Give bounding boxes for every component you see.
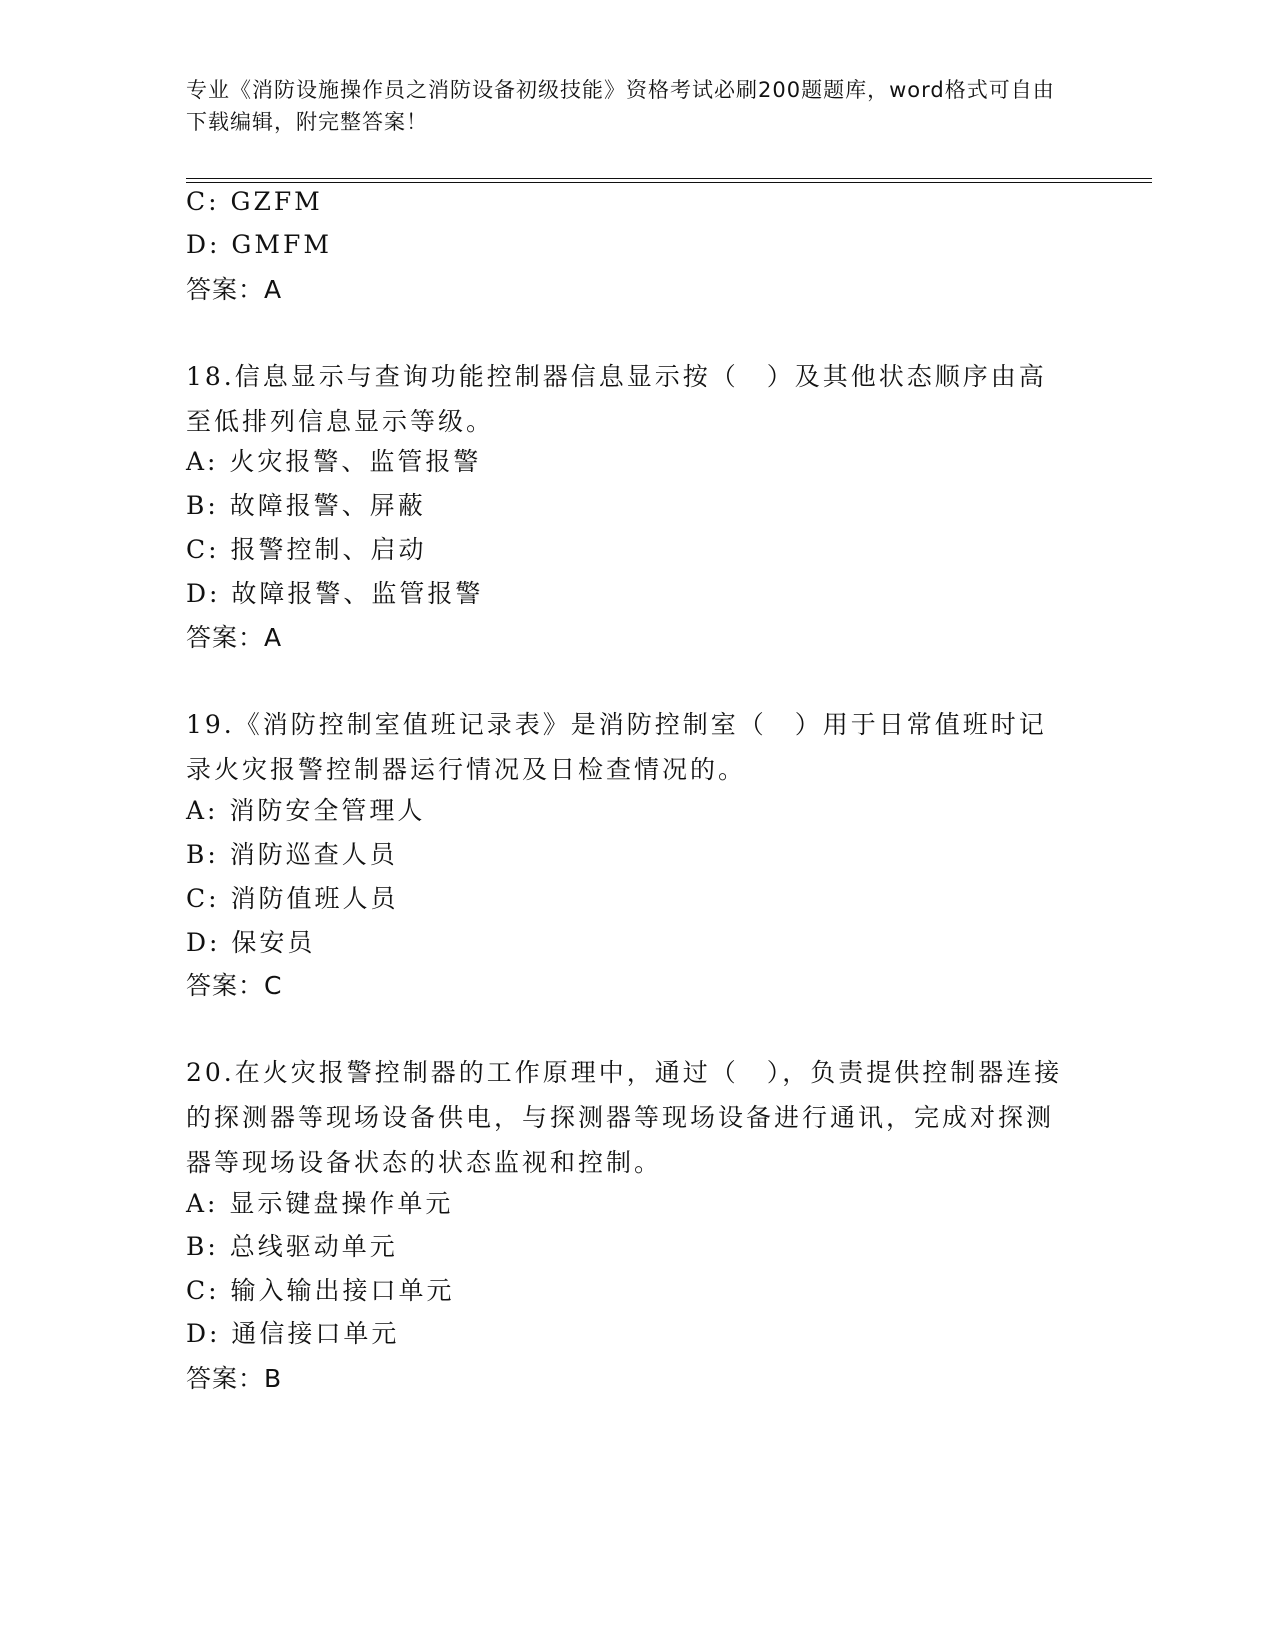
question-18-option-a: A: 火灾报警、监管报警 — [186, 447, 482, 476]
option-d: D: GMFM — [186, 230, 332, 259]
question-19-option-c: C: 消防值班人员 — [186, 884, 399, 913]
question-18-text: 18.信息显示与查询功能控制器信息显示按（ ）及其他状态顺序由高至低排列信息显示等级。 — [186, 362, 1047, 436]
question-19-answer: 答案：C — [186, 971, 283, 1000]
question-20-option-a: A: 显示键盘操作单元 — [186, 1189, 454, 1218]
question-19-option-d: D: 保安员 — [186, 928, 316, 957]
question-20-option-b: B: 总线驱动单元 — [186, 1232, 398, 1261]
question-18-option-c: C: 报警控制、启动 — [186, 535, 427, 564]
question-20-answer: 答案：B — [186, 1364, 283, 1393]
question-20-text: 20.在火灾报警控制器的工作原理中，通过（ ），负责提供控制器连接的探测器等现场设备供电，与探测器等现场设备进行通讯，完成对探测器等现场设备状态的状态监视和控制。 — [186, 1058, 1063, 1177]
question-18-answer: 答案：A — [186, 623, 283, 652]
question-19-option-b: B: 消防巡查人员 — [186, 840, 398, 869]
question-19-text: 19.《消防控制室值班记录表》是消防控制室（ ）用于日常值班时记录火灾报警控制器运行情况及日检查情况的。 — [186, 710, 1047, 784]
document-header: 专业《消防设施操作员之消防设备初级技能》资格考试必刷200题题库，word格式可自由下载编辑，附完整答案！ — [186, 78, 1055, 134]
option-c: C: GZFM — [186, 187, 323, 216]
header-divider-top — [186, 178, 1152, 179]
question-18-option-b: B: 故障报警、屏蔽 — [186, 491, 426, 520]
answer-line: 答案：A — [186, 275, 283, 304]
question-20-option-c: C: 输入输出接口单元 — [186, 1276, 455, 1305]
question-18-option-d: D: 故障报警、监管报警 — [186, 579, 484, 608]
question-19-option-a: A: 消防安全管理人 — [186, 796, 426, 825]
header-divider-bottom — [186, 182, 1152, 183]
question-20-option-d: D: 通信接口单元 — [186, 1319, 400, 1348]
